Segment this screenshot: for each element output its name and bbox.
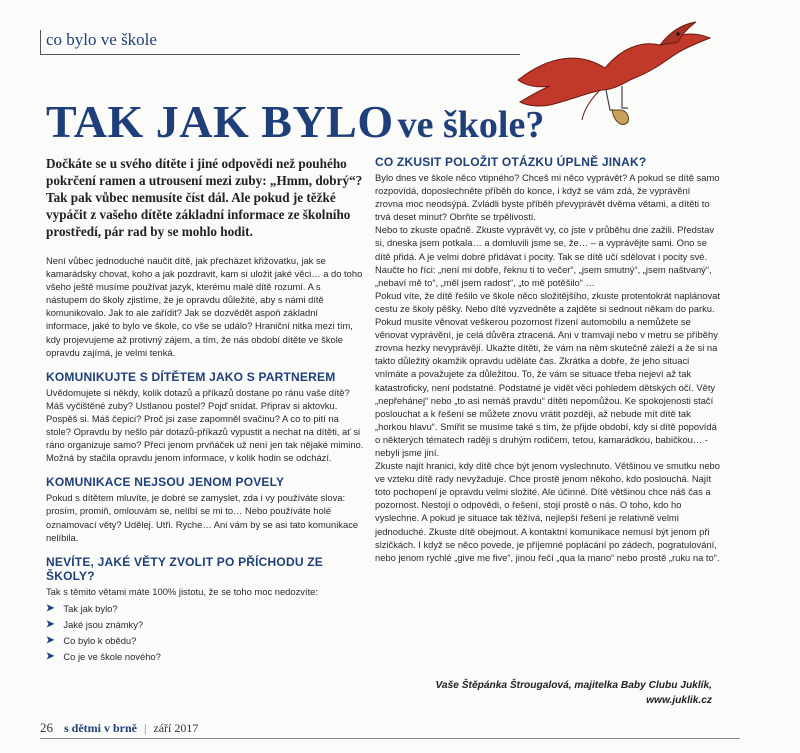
footer-rule [40,738,740,739]
author-website: www.juklik.cz [646,695,712,706]
pterodactyl-icon [518,22,710,124]
section-text-partner: Uvědomujete si někdy, kolik dotazů a příkazů dostane po ránu vaše dítě? Máš vyčištěné zuby? Ustlanou postel? Pojď snídat. Připrav si aktovku. Pospěš si. Máš čepici? Proč jsi zase zapomněl svačinu? A co to pití na stole? Opravdu by nešlo pár dotazů-příkazů vypustit a nechat na dítěti, ať si ráno organizuje samo? Přeci jenom prvňáček už není jen tak nějaké mimino. Možná by stačila opravdu jenom informace, v kolik hodin se odchází. [46,386,364,464]
footer-separator: | [144,721,147,735]
section-text-questions: Tak s těmito větami máte 100% jistotu, že se toho moc nedozvíte: [46,585,319,597]
header-rule [40,54,520,55]
question-list [46,601,364,665]
article-title [46,95,544,148]
author-signature [436,678,712,708]
right-paragraph-3: Pokud víte, že dítě řešilo ve škole něco složitějšího, zkuste protentokrát naplánovat cestu ze školy pěšky. Nebo dítě vyzvedněte a zajděte si sednout někam do parku. Pokud musíte věnovat veškerou pozornost řízení automobilu a nemůžete se věnovat vyprávění, je celá důvěra ztracená. Ani v tramvaji nebo v metru se příběhy zrovna hezky nevyprávějí. Ukažte dítěti, že vám na něm skutečně záleží a že si na takto důležitý okamžik opravdu uděláte čas. Zkrátka a dobře, že jeho situaci vnímáte a považujete za důležitou. To, že vám se situace třeba nejeví až tak katastroficky, není podstatné. Podstatné je vidět věci pohledem dětských očí. Věty „nepřehánej“ nebo „to asi nemáš pravdu“ dítěti nepomůžou. Ke spokojenosti stačí poslouchat a k řešení se můžete znovu vrátit později, až nebude mít dítě tak „horkou hlavu“. Smířit se musíme také s tím, že přijde období, kdy si dítě popovídá o některých tématech raději s druhým rodičem, tetou, kamarádkou, babičkou… - nebyli jsme jiní. [375,289,720,458]
section-heading-commands: KOMUNIKACE NEJSOU JENOM POVELY [46,475,285,490]
right-column [375,155,720,564]
left-column [46,155,364,665]
list-item: ➤ Jaké jsou známky? [46,617,364,633]
section-heading-ask-differently: CO ZKUSIT POLOŽIT OTÁZKU ÚPLNĚ JINAK? [375,155,647,169]
section-heading-questions: NEVÍTE, JAKÉ VĚTY ZVOLIT PO PŘÍCHODU ZE ŠKOLY? [46,554,323,583]
section-text-commands: Pokud s dítětem mluvíte, je dobré se zamyslet, zda i vy používáte slova: prosím, promiň, omlouvám se, nelíbí se mi to… Nebo používáte holé oznamovací věty? Udělej. Utři. Ryche… Ani vám by se asi tato komunikace nelíbila. [46,492,359,543]
lead-paragraph: Dočkáte se u svého dítěte i jiné odpovědi než pouhého pokrčení ramen a utrousení mezi zuby: „Hmm, dobrý“? Tak pak vůbec nemusíte číst dál. Ale pokud je těžké vypáčit z vašeho dítěte základní informace ze školního prostředí, pár rad by se mohlo hodit. [46,156,363,239]
arrow-right-icon: ➤ [46,618,55,630]
intro-paragraph: Není vůbec jednoduché naučit dítě, jak přecházet křižovatku, jak se kamarádsky chovat, koho a jak pozdravit, kam si uložit jaké věci… a do toho všeho ještě musíme používat jazyk, kterému malé dítě rozumí. A s nástupem do školy zjistíme, že je opravdu důležité, aby s námi dítě komunikovalo. Jak to ale zařídit? Jak se dozvědět aspoň základní informace, jaké to bylo ve škole, co vše se událo? Hraniční nitka mezi tím, kdy projevujeme až protivný zájem, a tím, že nás období dítěte ve škole opravdu zajímá, je velmi tenká. [46,255,363,358]
right-paragraph-1: Bylo dnes ve škole něco vtipného? Chceš mi něco vyprávět? A pokud se dítě samo rozpovídá, doposlechněte příběh do konce, i když se vám zdá, že vyprávění zrovna moc neodsýpá. Zvládli byste příběh převyprávět dvěma větami, a dítěti to trvá deset minut? Obrňte se trpělivostí. [375,172,720,223]
list-item: ➤ Tak jak bylo? [46,601,364,617]
magazine-name: s dětmi v brně [64,721,137,735]
page-number: 26 [40,720,53,735]
arrow-right-icon: ➤ [46,634,55,646]
right-paragraph-2: Nebo to zkuste opačně. Zkuste vyprávět vy, co jste v průběhu dne zažili. Představ si, dneska jsem potkala… a domluvili jsme se, že… – a vyprávějte sami. Ono se dítě přidá. A je velmi dobré přidávat i pocity. Tak se dítě učí sdělovat i pocity své. Naučte ho říci: „není mi dobře, řeknu ti to večer“, „jsem smutný“, „jsem naštvaný“, „nebaví mě to“, „měl jsem radost“, „to mě potěšilo“ … [375,224,715,288]
author-line: Vaše Štěpánka Štrougalová, majitelka Baby Clubu Juklík, [435,680,712,691]
title-main: TAK JAK BYLO [46,96,394,147]
title-sub: ve škole? [397,104,545,146]
list-item: ➤ Co je ve škole nového? [46,649,364,665]
section-heading-partner: KOMUNIKUJTE S DÍTĚTEM JAKO S PARTNEREM [46,369,336,384]
right-paragraph-4: Zkuste najít hranici, kdy dítě chce být jenom vyslechnuto. Většinou ve smutku nebo ve vzteku dítě rady nevyžaduje. Chce prostě jenom někoho, kdo poslouchá. Najít toto pochopení je opravdu velmi složité. Ale účinné. Dítě většinou chce náš čas a pozornost. Nestojí o odpovědi, o řešení, stojí prostě o nás. O toho, kdo ho vyslechne. A pokud je situace tak těžívá, nejlepší řešení je relativně velmi jednoduché. Zkuste dítě obejmout. A kontaktní komunikace nemusí být jenom při slzičkách. I když se něco povede, je příjemné poplácání po zádech, pogratulování, nebo jenom rychlé „give me five“, jinou řečí „qua la mano“ nebo prostě „ruku na to“. [375,460,720,563]
arrow-right-icon: ➤ [46,602,55,614]
arrow-right-icon: ➤ [46,650,55,662]
list-item: ➤ Co bylo k obědu? [46,633,364,649]
header-rule-vertical [40,30,41,55]
page-footer [40,720,198,736]
issue-date: září 2017 [153,721,199,735]
section-label: co bylo ve škole [46,30,157,49]
